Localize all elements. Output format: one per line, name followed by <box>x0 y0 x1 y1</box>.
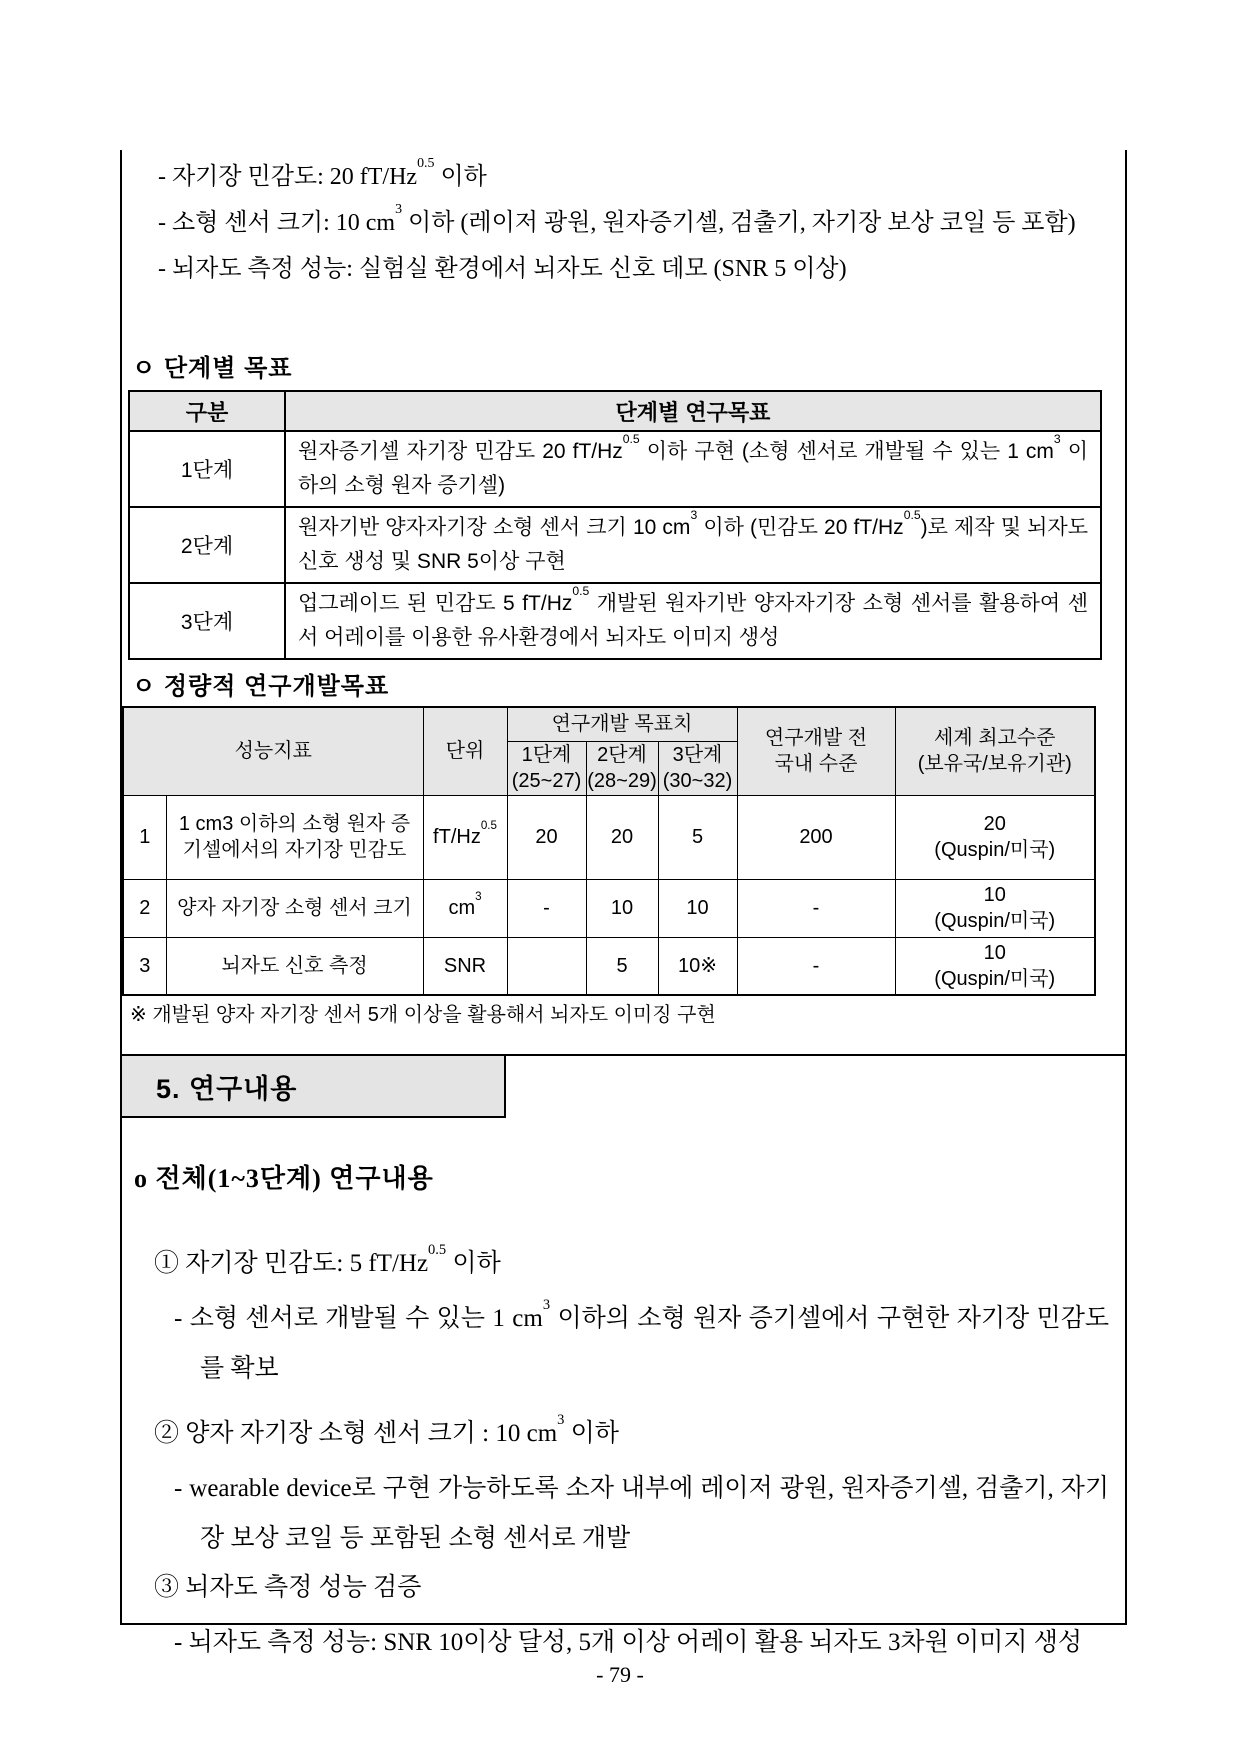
section-5-header: 5. 연구내용 <box>122 1056 506 1118</box>
column-header-performance: 성능지표 <box>123 707 423 795</box>
column-header-stage3: 3단계 (30~32) <box>658 741 737 795</box>
quantitative-goal-table <box>122 706 1096 996</box>
item-title: ① 자기장 민감도: 5 $fT/Hz^{0.5}$ 이하 <box>154 1241 501 1277</box>
metric-name: 뇌자도 신호 측정 <box>166 937 423 995</box>
item-bullet: - 뇌자도 측정 성능: SNR 10이상 달성, 5개 이상 어레이 활용 뇌자도 3차원 이미지 생성 <box>174 1629 1083 1656</box>
metric-unit: $cm^3$ <box>423 879 507 937</box>
metric-name: 1 cm3 이하의 소형 원자 증기셀에서의 자기장 민감도 <box>166 795 423 879</box>
table-row-metric-2 <box>123 879 1095 937</box>
table-row-metric-3 <box>123 937 1095 995</box>
bullet-magnetic-sensitivity: - 자기장 민감도: 20 $fT/Hz^{0.5}$ 이하 <box>158 156 487 190</box>
content-item-2 <box>154 1412 1109 1564</box>
content-item-1 <box>154 1242 1109 1394</box>
metric-world-level: 10 (Quspin/미국) <box>895 937 1095 995</box>
stage-table-header-row <box>129 391 1101 431</box>
item-bullet: - wearable device로 구현 가능하도록 소자 내부에 레이저 광원, 원자증기셀, 검출기, 자기장 보상 코일 등 포함된 소형 센서로 개발 <box>174 1475 1109 1552</box>
item-title: ② 양자 자기장 소형 센서 크기 : 10 $cm^3$ 이하 <box>154 1411 619 1447</box>
metric-stage3-value: 5 <box>658 795 737 879</box>
metric-world-level: 20 (Quspin/미국) <box>895 795 1095 879</box>
item-bullet: - 소형 센서로 개발될 수 있는 1 $cm^3$ 이하의 소형 원자 증기셀에서 구현한 자기장 민감도를 확보 <box>174 1296 1109 1382</box>
stage-goal-text: 원자증기셀 자기장 민감도 20 $fT/Hz^{0.5}$ 이하 구현 (소형 센서로 개발될 수 있는 1 $cm^3$ 이하의 소형 원자 증기셀) <box>285 431 1101 507</box>
metric-number: 3 <box>123 937 166 995</box>
metric-number: 2 <box>123 879 166 937</box>
metric-stage1-value: 20 <box>507 795 586 879</box>
metric-domestic-level: - <box>737 937 895 995</box>
table-footnote: ※ 개발된 양자 자기장 센서 5개 이상을 활용해서 뇌자도 이미징 구현 <box>130 1004 716 1026</box>
column-header-stage-goal: 단계별 연구목표 <box>285 391 1101 431</box>
stage-label: 3단계 <box>129 583 285 659</box>
column-header-stage2: 2단계 (28~29) <box>586 741 658 795</box>
content-frame <box>120 150 1127 1656</box>
bullet-meg-performance: - 뇌자도 측정 성능: 실험실 환경에서 뇌자도 신호 데모 (SNR 5 이상) <box>158 256 847 282</box>
table-row-stage1 <box>129 431 1101 507</box>
metric-name: 양자 자기장 소형 센서 크기 <box>166 879 423 937</box>
table-row-stage3 <box>129 583 1101 659</box>
metric-stage2-value: 20 <box>586 795 658 879</box>
column-header-unit: 단위 <box>423 707 507 795</box>
quant-goals-heading: ㅇ 정량적 연구개발목표 <box>132 673 390 700</box>
bullet-sensor-size: - 소형 센서 크기: 10 $cm^3$ 이하 (레이저 광원, 원자증기셀, 검출기, 자기장 보상 코일 등 포함) <box>158 202 1076 236</box>
table-row-metric-1 <box>123 795 1095 879</box>
page-number: - 79 - <box>596 1662 644 1687</box>
stage-goal-table <box>128 390 1102 660</box>
metric-domestic-level: 200 <box>737 795 895 879</box>
stage-label: 2단계 <box>129 507 285 583</box>
item-title: ③ 뇌자도 측정 성능 검증 <box>154 1574 422 1601</box>
metric-world-level: 10 (Quspin/미국) <box>895 879 1095 937</box>
column-header-domestic: 연구개발 전 국내 수준 <box>737 707 895 795</box>
metric-number: 1 <box>123 795 166 879</box>
metric-stage2-value: 10 <box>586 879 658 937</box>
stage-goal-text: 업그레이드 된 민감도 5 $fT/Hz^{0.5}$ 개발된 원자기반 양자자기장 소형 센서를 활용하여 센서 어레이를 이용한 유사환경에서 뇌자도 이미지 생성 <box>285 583 1101 659</box>
intro-bullets <box>158 154 1099 292</box>
column-header-stage1: 1단계 (25~27) <box>507 741 586 795</box>
metric-stage3-value: 10 <box>658 879 737 937</box>
column-header-gubun: 구분 <box>129 391 285 431</box>
metric-unit: $fT/Hz^{0.5}$ <box>423 795 507 879</box>
metric-domestic-level: - <box>737 879 895 937</box>
column-header-target-group: 연구개발 목표치 <box>507 707 737 741</box>
stage-goal-text: 원자기반 양자자기장 소형 센서 크기 10 $cm^3$ 이하 (민감도 20 $fT/Hz^{0.5}$)로 제작 및 뇌자도 신호 생성 및 SNR 5이상 구현 <box>285 507 1101 583</box>
metric-unit: SNR <box>423 937 507 995</box>
table-row-stage2 <box>129 507 1101 583</box>
metric-stage3-value: 10※ <box>658 937 737 995</box>
metric-stage1-value <box>507 937 586 995</box>
stage-label: 1단계 <box>129 431 285 507</box>
metric-stage1-value: - <box>507 879 586 937</box>
column-header-world-best: 세계 최고수준 (보유국/보유기관) <box>895 707 1095 795</box>
metric-stage2-value: 5 <box>586 937 658 995</box>
section-5-row <box>122 1054 1125 1116</box>
contents-heading: o 전체(1~3단계) 연구내용 <box>134 1164 434 1193</box>
stage-goals-heading: ㅇ 단계별 목표 <box>132 355 293 382</box>
content-item-3 <box>154 1566 1109 1668</box>
quant-header-row-1 <box>123 707 1095 741</box>
